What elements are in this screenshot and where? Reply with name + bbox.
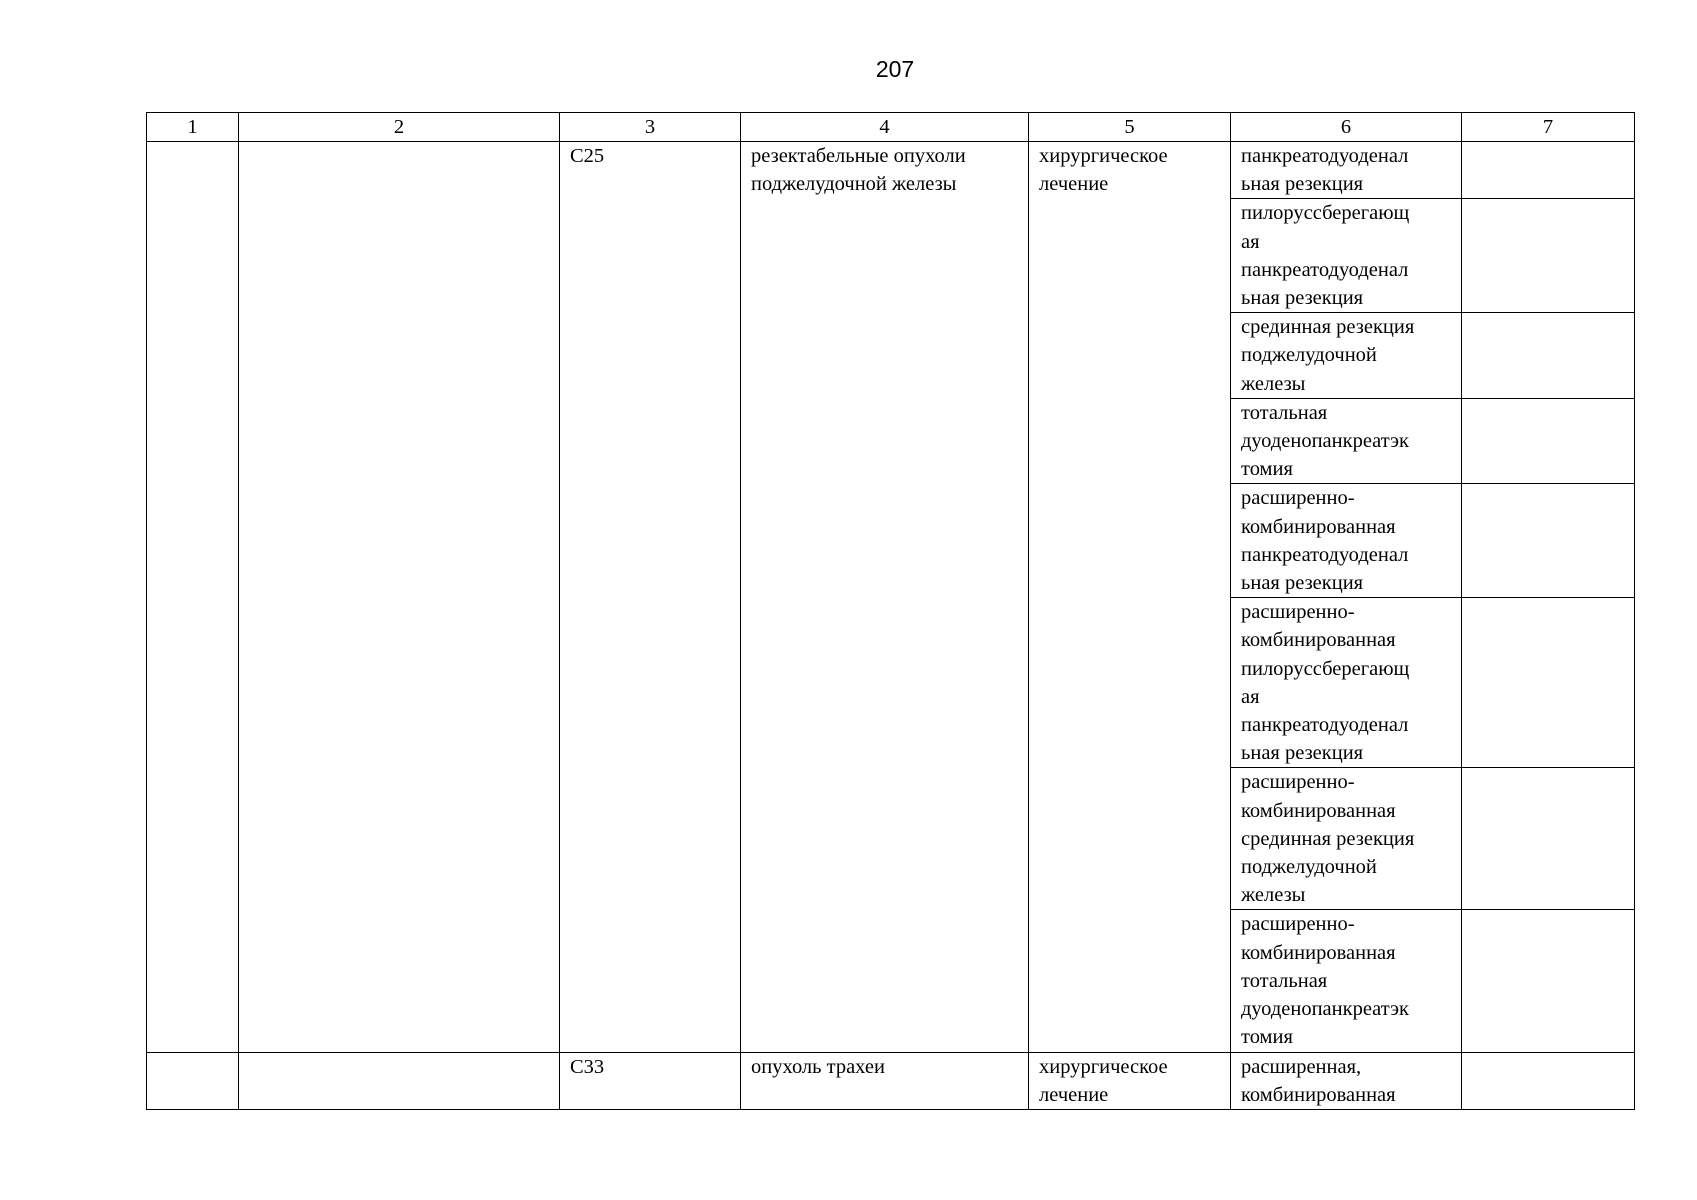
diagnosis-code: C33 bbox=[570, 1055, 605, 1078]
diagnosis-line: опухоль трахеи bbox=[751, 1055, 885, 1078]
method-line: пилоруссберегающ bbox=[1241, 202, 1410, 225]
method-cell bbox=[1231, 910, 1462, 1052]
cell-col7-empty bbox=[1462, 598, 1635, 768]
method-line: срединная резекция bbox=[1241, 316, 1415, 339]
cell-col7-empty bbox=[1462, 313, 1635, 399]
cell-col7-empty bbox=[1462, 768, 1635, 910]
cell-col7-empty bbox=[1462, 142, 1635, 199]
column-number-5: 5 bbox=[1029, 113, 1231, 142]
cell-col7-empty bbox=[1462, 199, 1635, 313]
method-line: панкреатодуоденал bbox=[1241, 714, 1409, 737]
column-number-row bbox=[147, 113, 1635, 142]
method-line: томия bbox=[1241, 1026, 1293, 1049]
method-line: срединная резекция bbox=[1241, 827, 1415, 850]
cell-col1-empty bbox=[147, 1052, 239, 1109]
method-line: ая bbox=[1241, 230, 1260, 253]
method-line: ая bbox=[1241, 685, 1260, 708]
treatment-type-cell bbox=[1029, 142, 1231, 1053]
cell-col7-empty bbox=[1462, 910, 1635, 1052]
method-line: комбинированная bbox=[1241, 1083, 1396, 1106]
column-number-2: 2 bbox=[239, 113, 560, 142]
method-line: комбинированная bbox=[1241, 799, 1396, 822]
method-line: комбинированная bbox=[1241, 941, 1396, 964]
cell-col1-empty bbox=[147, 142, 239, 1053]
column-number-4: 4 bbox=[741, 113, 1029, 142]
method-line: расширенная, bbox=[1241, 1055, 1362, 1078]
method-cell bbox=[1231, 199, 1462, 313]
diagnosis-line: поджелудочной железы bbox=[751, 173, 957, 196]
column-number-6: 6 bbox=[1231, 113, 1462, 142]
column-number-7: 7 bbox=[1462, 113, 1635, 142]
method-line: комбинированная bbox=[1241, 629, 1396, 652]
method-line: поджелудочной bbox=[1241, 344, 1377, 367]
diagnosis-cell bbox=[741, 142, 1029, 1053]
cell-col7-empty bbox=[1462, 1052, 1635, 1109]
treatment-line: хирургическое bbox=[1039, 145, 1168, 167]
table-row bbox=[147, 142, 1635, 199]
method-cell bbox=[1231, 768, 1462, 910]
diagnosis-code: C25 bbox=[570, 145, 605, 167]
method-line: панкреатодуоденал bbox=[1241, 145, 1409, 167]
page-number: 207 bbox=[875, 56, 915, 82]
method-line: панкреатодуоденал bbox=[1241, 543, 1409, 566]
method-line: комбинированная bbox=[1241, 515, 1396, 538]
cell-col2-empty bbox=[239, 1052, 560, 1109]
method-cell bbox=[1231, 398, 1462, 484]
column-number-1: 1 bbox=[147, 113, 239, 142]
column-number-3: 3 bbox=[560, 113, 741, 142]
method-cell bbox=[1231, 142, 1462, 199]
method-cell bbox=[1231, 484, 1462, 598]
method-line: ьная резекция bbox=[1241, 572, 1364, 595]
method-cell bbox=[1231, 598, 1462, 768]
treatment-line: лечение bbox=[1039, 1083, 1109, 1106]
method-line: тотальная bbox=[1241, 969, 1328, 992]
method-line: железы bbox=[1241, 372, 1306, 395]
method-line: дуоденопанкреатэк bbox=[1241, 430, 1409, 453]
diagnosis-code-cell bbox=[560, 1052, 741, 1109]
treatment-line: хирургическое bbox=[1039, 1055, 1168, 1078]
method-line: железы bbox=[1241, 884, 1306, 907]
cell-col2-empty bbox=[239, 142, 560, 1053]
method-line: расширенно- bbox=[1241, 487, 1355, 510]
method-line: дуоденопанкреатэк bbox=[1241, 998, 1409, 1021]
method-line: тотальная bbox=[1241, 401, 1328, 424]
method-line: ьная резекция bbox=[1241, 287, 1364, 310]
cell-col7-empty bbox=[1462, 398, 1635, 484]
cell-col7-empty bbox=[1462, 484, 1635, 598]
method-line: ьная резекция bbox=[1241, 742, 1364, 765]
diagnosis-code-cell bbox=[560, 142, 741, 1053]
treatment-line: лечение bbox=[1039, 173, 1109, 196]
diagnosis-cell bbox=[741, 1052, 1029, 1109]
method-cell bbox=[1231, 1052, 1462, 1109]
method-cell bbox=[1231, 313, 1462, 399]
method-line: томия bbox=[1241, 458, 1293, 481]
treatment-table bbox=[146, 112, 1635, 1110]
method-line: расширенно- bbox=[1241, 913, 1355, 936]
treatment-type-cell bbox=[1029, 1052, 1231, 1109]
method-line: ьная резекция bbox=[1241, 173, 1364, 196]
method-line: расширенно- bbox=[1241, 771, 1355, 794]
method-line: панкреатодуоденал bbox=[1241, 258, 1409, 281]
method-line: пилоруссберегающ bbox=[1241, 657, 1410, 680]
method-line: поджелудочной bbox=[1241, 856, 1377, 879]
method-line: расширенно- bbox=[1241, 601, 1355, 624]
diagnosis-line: резектабельные опухоли bbox=[751, 145, 966, 167]
table-row bbox=[147, 1052, 1635, 1109]
